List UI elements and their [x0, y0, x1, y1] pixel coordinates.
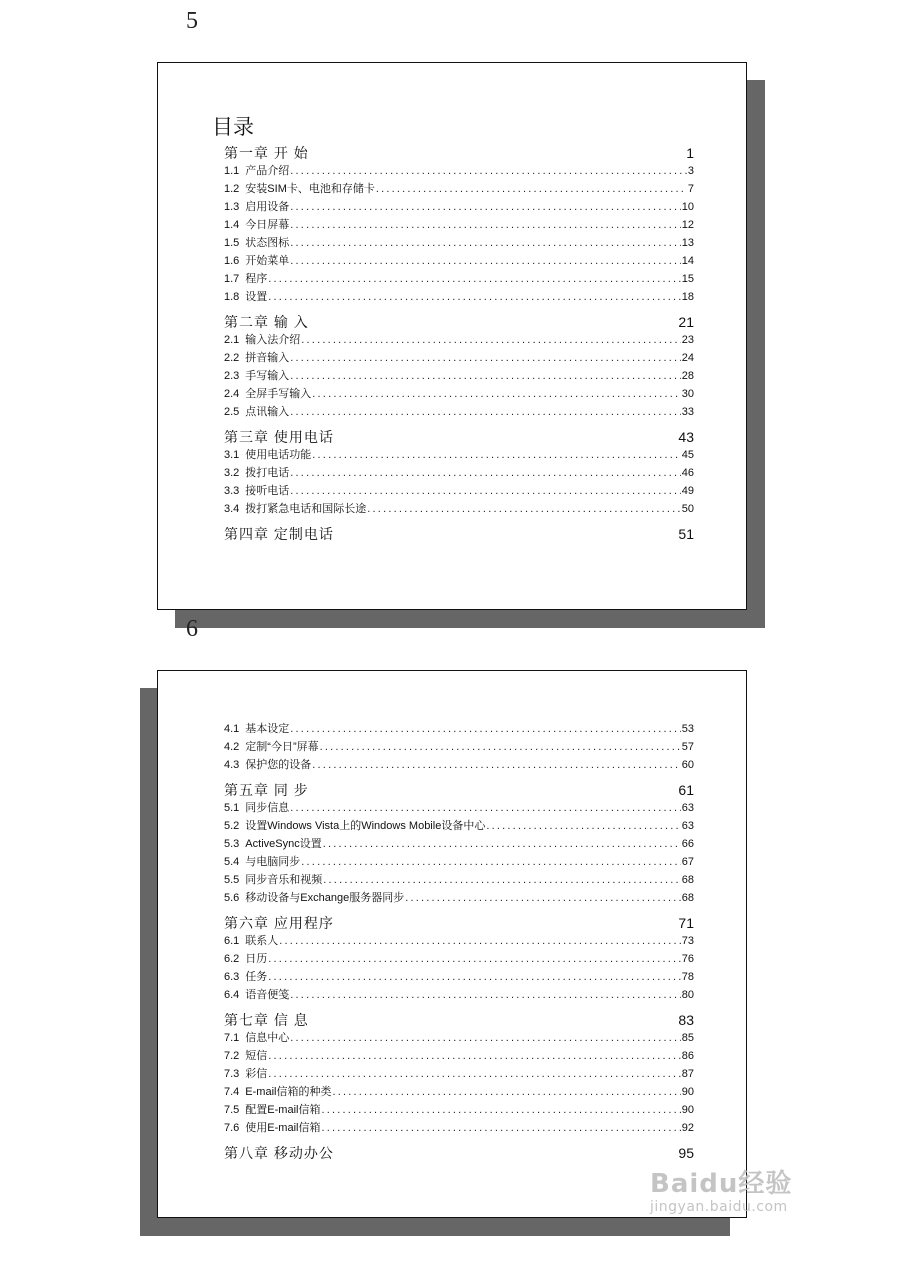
chapter-title: 第五章 同 步 — [224, 782, 309, 798]
chapter-page: 71 — [678, 915, 694, 931]
toc-entry[interactable] — [224, 950, 694, 968]
toc-entry[interactable] — [224, 853, 694, 871]
chapter-title: 第四章 定制电话 — [224, 526, 334, 542]
entry-title: 今日屏幕 — [245, 219, 290, 231]
dot-leader — [290, 349, 680, 367]
entry-title: 语音便笺 — [245, 989, 290, 1001]
entry-number: 4.1 — [224, 723, 240, 735]
dot-leader — [268, 270, 680, 288]
toc-entry[interactable] — [224, 756, 694, 774]
entry-page: 50 — [681, 503, 694, 515]
entry-page: 60 — [681, 759, 694, 771]
entry-page: 12 — [681, 219, 694, 231]
entry-page: 86 — [681, 1050, 694, 1062]
entry-page: 46 — [681, 467, 694, 479]
toc-entry[interactable] — [224, 349, 694, 367]
entry-page: 49 — [681, 485, 694, 497]
entry-number: 5.5 — [224, 874, 240, 886]
toc-entry[interactable] — [224, 464, 694, 482]
entry-number: 7.4 — [224, 1086, 240, 1098]
dot-leader — [312, 385, 680, 403]
entry-title: 同步信息 — [245, 802, 290, 814]
entry-page: 68 — [681, 874, 694, 886]
entry-number: 5.2 — [224, 820, 240, 832]
dot-leader — [268, 288, 680, 306]
dot-leader — [290, 1029, 680, 1047]
entry-title: 保护您的设备 — [245, 759, 312, 771]
toc-entry[interactable] — [224, 482, 694, 500]
dot-leader — [332, 1083, 680, 1101]
dot-leader — [301, 853, 680, 871]
toc-chapter[interactable] — [224, 1004, 694, 1029]
page-number: 6 — [186, 616, 198, 642]
toc-entry[interactable] — [224, 1065, 694, 1083]
entry-page: 15 — [681, 273, 694, 285]
entry-number: 3.1 — [224, 449, 240, 461]
dot-leader — [367, 500, 680, 518]
toc-entry[interactable] — [224, 216, 694, 234]
toc-entry[interactable] — [224, 720, 694, 738]
toc-entry[interactable] — [224, 738, 694, 756]
entry-number: 3.4 — [224, 503, 240, 515]
entry-title: 配置E-mail信箱 — [245, 1104, 321, 1116]
entry-title: 使用电话功能 — [245, 449, 312, 461]
toc-chapter[interactable] — [224, 144, 694, 162]
entry-title: 基本设定 — [245, 723, 290, 735]
toc-entry[interactable] — [224, 1083, 694, 1101]
entry-title: 程序 — [245, 273, 268, 285]
toc-entry[interactable] — [224, 871, 694, 889]
watermark-url: jingyan.baidu.com — [650, 1199, 788, 1215]
entry-number: 7.3 — [224, 1068, 240, 1080]
chapter-page: 61 — [678, 782, 694, 798]
entry-title: 接听电话 — [245, 485, 290, 497]
entry-page: 14 — [681, 255, 694, 267]
dot-leader — [279, 932, 680, 950]
entry-number: 1.5 — [224, 237, 240, 249]
chapter-page: 95 — [678, 1145, 694, 1161]
entry-page: 63 — [681, 820, 694, 832]
toc-entry[interactable] — [224, 889, 694, 907]
toc-entry[interactable] — [224, 446, 694, 464]
entry-page: 10 — [681, 201, 694, 213]
entry-number: 6.3 — [224, 971, 240, 983]
dot-leader — [290, 403, 680, 421]
entry-title: 拨打电话 — [245, 467, 290, 479]
toc-entry[interactable] — [224, 835, 694, 853]
entry-number: 2.3 — [224, 370, 240, 382]
chapter-page: 1 — [686, 145, 694, 161]
toc-entry[interactable] — [224, 270, 694, 288]
entry-title: 彩信 — [245, 1068, 268, 1080]
dot-leader — [290, 720, 680, 738]
entry-number: 5.6 — [224, 892, 240, 904]
entry-title: 联系人 — [245, 935, 279, 947]
entry-number: 7.2 — [224, 1050, 240, 1062]
entry-page: 45 — [681, 449, 694, 461]
toc-chapter[interactable] — [224, 1137, 694, 1162]
toc-entry[interactable] — [224, 367, 694, 385]
dot-leader — [268, 950, 680, 968]
entry-title: 全屏手写输入 — [245, 388, 312, 400]
chapter-page: 51 — [678, 526, 694, 542]
toc-entry[interactable] — [224, 1047, 694, 1065]
entry-title: 拨打紧急电话和国际长途 — [245, 503, 367, 515]
entry-title: E-mail信箱的种类 — [245, 1086, 332, 1098]
entry-page: 13 — [681, 237, 694, 249]
entry-number: 1.4 — [224, 219, 240, 231]
entry-title: 点讯输入 — [245, 406, 290, 418]
dot-leader — [290, 252, 680, 270]
dot-leader — [321, 1101, 680, 1119]
entry-page: 63 — [681, 802, 694, 814]
entry-title: 与电脑同步 — [245, 856, 301, 868]
entry-title: 日历 — [245, 953, 268, 965]
chapter-title: 第一章 开 始 — [224, 145, 309, 161]
entry-title: 拼音输入 — [245, 352, 290, 364]
entry-title: 产品介绍 — [245, 165, 290, 177]
entry-number: 7.1 — [224, 1032, 240, 1044]
entry-number: 5.3 — [224, 838, 240, 850]
entry-title: 定制“今日”屏幕 — [245, 741, 319, 753]
entry-page: 85 — [681, 1032, 694, 1044]
entry-number: 2.4 — [224, 388, 240, 400]
entry-number: 5.1 — [224, 802, 240, 814]
watermark-brand: Baidu经验 — [650, 1169, 793, 1199]
entry-title: 开始菜单 — [245, 255, 290, 267]
entry-number: 6.4 — [224, 989, 240, 1001]
entry-number: 7.5 — [224, 1104, 240, 1116]
chapter-title: 第七章 信 息 — [224, 1012, 309, 1028]
entry-page: 7 — [687, 183, 694, 195]
entry-page: 33 — [681, 406, 694, 418]
toc-entry[interactable] — [224, 180, 694, 198]
dot-leader — [321, 1119, 680, 1137]
dot-leader — [290, 986, 680, 1004]
toc-entry[interactable] — [224, 162, 694, 180]
entry-page: 68 — [681, 892, 694, 904]
entry-number: 1.3 — [224, 201, 240, 213]
entry-number: 1.1 — [224, 165, 240, 177]
toc-entry[interactable] — [224, 403, 694, 421]
toc-entry[interactable] — [224, 799, 694, 817]
toc-entry[interactable] — [224, 385, 694, 403]
dot-leader — [268, 1065, 680, 1083]
entry-page: 76 — [681, 953, 694, 965]
entry-title: 同步音乐和视频 — [245, 874, 323, 886]
entry-page: 28 — [681, 370, 694, 382]
chapter-page: 83 — [678, 1012, 694, 1028]
dot-leader — [290, 234, 680, 252]
entry-number: 4.3 — [224, 759, 240, 771]
dot-leader — [290, 799, 680, 817]
dot-leader — [486, 817, 680, 835]
entry-page: 23 — [681, 334, 694, 346]
toc-chapter[interactable] — [224, 907, 694, 932]
dot-leader — [312, 446, 680, 464]
entry-page: 18 — [681, 291, 694, 303]
toc-entry[interactable] — [224, 817, 694, 835]
toc-entry[interactable] — [224, 252, 694, 270]
chapter-title: 第二章 输 入 — [224, 314, 309, 330]
entry-page: 90 — [681, 1086, 694, 1098]
entry-number: 1.2 — [224, 183, 240, 195]
toc-chapter[interactable] — [224, 774, 694, 799]
toc-entry[interactable] — [224, 198, 694, 216]
entry-number: 2.1 — [224, 334, 240, 346]
toc-entry[interactable] — [224, 331, 694, 349]
entry-title: 移动设备与Exchange服务器同步 — [245, 892, 405, 904]
dot-leader — [376, 180, 687, 198]
entry-title: ActiveSync设置 — [245, 838, 322, 850]
entry-page: 87 — [681, 1068, 694, 1080]
toc-page-5 — [157, 62, 747, 610]
toc-list — [224, 720, 694, 1162]
entry-page: 24 — [681, 352, 694, 364]
toc-entry[interactable] — [224, 1119, 694, 1137]
entry-page: 66 — [681, 838, 694, 850]
entry-title: 任务 — [245, 971, 268, 983]
entry-page: 92 — [681, 1122, 694, 1134]
toc-chapter[interactable] — [224, 518, 694, 543]
entry-number: 7.6 — [224, 1122, 240, 1134]
toc-entry[interactable] — [224, 932, 694, 950]
dot-leader — [290, 464, 680, 482]
entry-page: 3 — [687, 165, 694, 177]
entry-page: 30 — [681, 388, 694, 400]
dot-leader — [405, 889, 681, 907]
dot-leader — [290, 216, 680, 234]
entry-number: 2.5 — [224, 406, 240, 418]
entry-number: 4.2 — [224, 741, 240, 753]
entry-title: 状态图标 — [245, 237, 290, 249]
toc-entry[interactable] — [224, 234, 694, 252]
entry-number: 1.8 — [224, 291, 240, 303]
toc-entry[interactable] — [224, 1101, 694, 1119]
entry-title: 使用E-mail信箱 — [245, 1122, 321, 1134]
toc-entry[interactable] — [224, 500, 694, 518]
entry-number: 6.1 — [224, 935, 240, 947]
baidu-watermark — [650, 1170, 792, 1216]
toc-page-6 — [157, 670, 747, 1218]
chapter-title: 第八章 移动办公 — [224, 1145, 334, 1161]
page-number: 5 — [186, 8, 198, 34]
dot-leader — [290, 367, 680, 385]
entry-page: 67 — [681, 856, 694, 868]
chapter-page: 43 — [678, 429, 694, 445]
toc-entry[interactable] — [224, 986, 694, 1004]
entry-page: 57 — [681, 741, 694, 753]
entry-page: 78 — [681, 971, 694, 983]
entry-number: 1.6 — [224, 255, 240, 267]
toc-title: 目录 — [212, 116, 254, 139]
entry-number: 2.2 — [224, 352, 240, 364]
entry-title: 安装SIM卡、电池和存储卡 — [245, 183, 375, 195]
entry-title: 手写输入 — [245, 370, 290, 382]
dot-leader — [323, 871, 680, 889]
entry-number: 3.2 — [224, 467, 240, 479]
entry-number: 3.3 — [224, 485, 240, 497]
toc-chapter[interactable] — [224, 421, 694, 446]
toc-entry[interactable] — [224, 1029, 694, 1047]
entry-number: 1.7 — [224, 273, 240, 285]
dot-leader — [290, 162, 687, 180]
dot-leader — [268, 968, 680, 986]
entry-title: 信息中心 — [245, 1032, 290, 1044]
entry-page: 73 — [681, 935, 694, 947]
entry-page: 90 — [681, 1104, 694, 1116]
entry-page: 80 — [681, 989, 694, 1001]
chapter-page: 21 — [678, 314, 694, 330]
dot-leader — [290, 482, 680, 500]
dot-leader — [268, 1047, 680, 1065]
entry-title: 输入法介绍 — [245, 334, 301, 346]
entry-page: 53 — [681, 723, 694, 735]
toc-entry[interactable] — [224, 288, 694, 306]
dot-leader — [320, 738, 681, 756]
entry-title: 设置Windows Vista上的Windows Mobile设备中心 — [245, 820, 486, 832]
entry-title: 短信 — [245, 1050, 268, 1062]
dot-leader — [290, 198, 680, 216]
toc-list — [224, 144, 694, 543]
toc-chapter[interactable] — [224, 306, 694, 331]
dot-leader — [323, 835, 681, 853]
entry-title: 设置 — [245, 291, 268, 303]
toc-entry[interactable] — [224, 968, 694, 986]
entry-title: 启用设备 — [245, 201, 290, 213]
chapter-title: 第三章 使用电话 — [224, 429, 334, 445]
entry-number: 5.4 — [224, 856, 240, 868]
chapter-title: 第六章 应用程序 — [224, 915, 334, 931]
entry-number: 6.2 — [224, 953, 240, 965]
dot-leader — [312, 756, 680, 774]
dot-leader — [301, 331, 680, 349]
